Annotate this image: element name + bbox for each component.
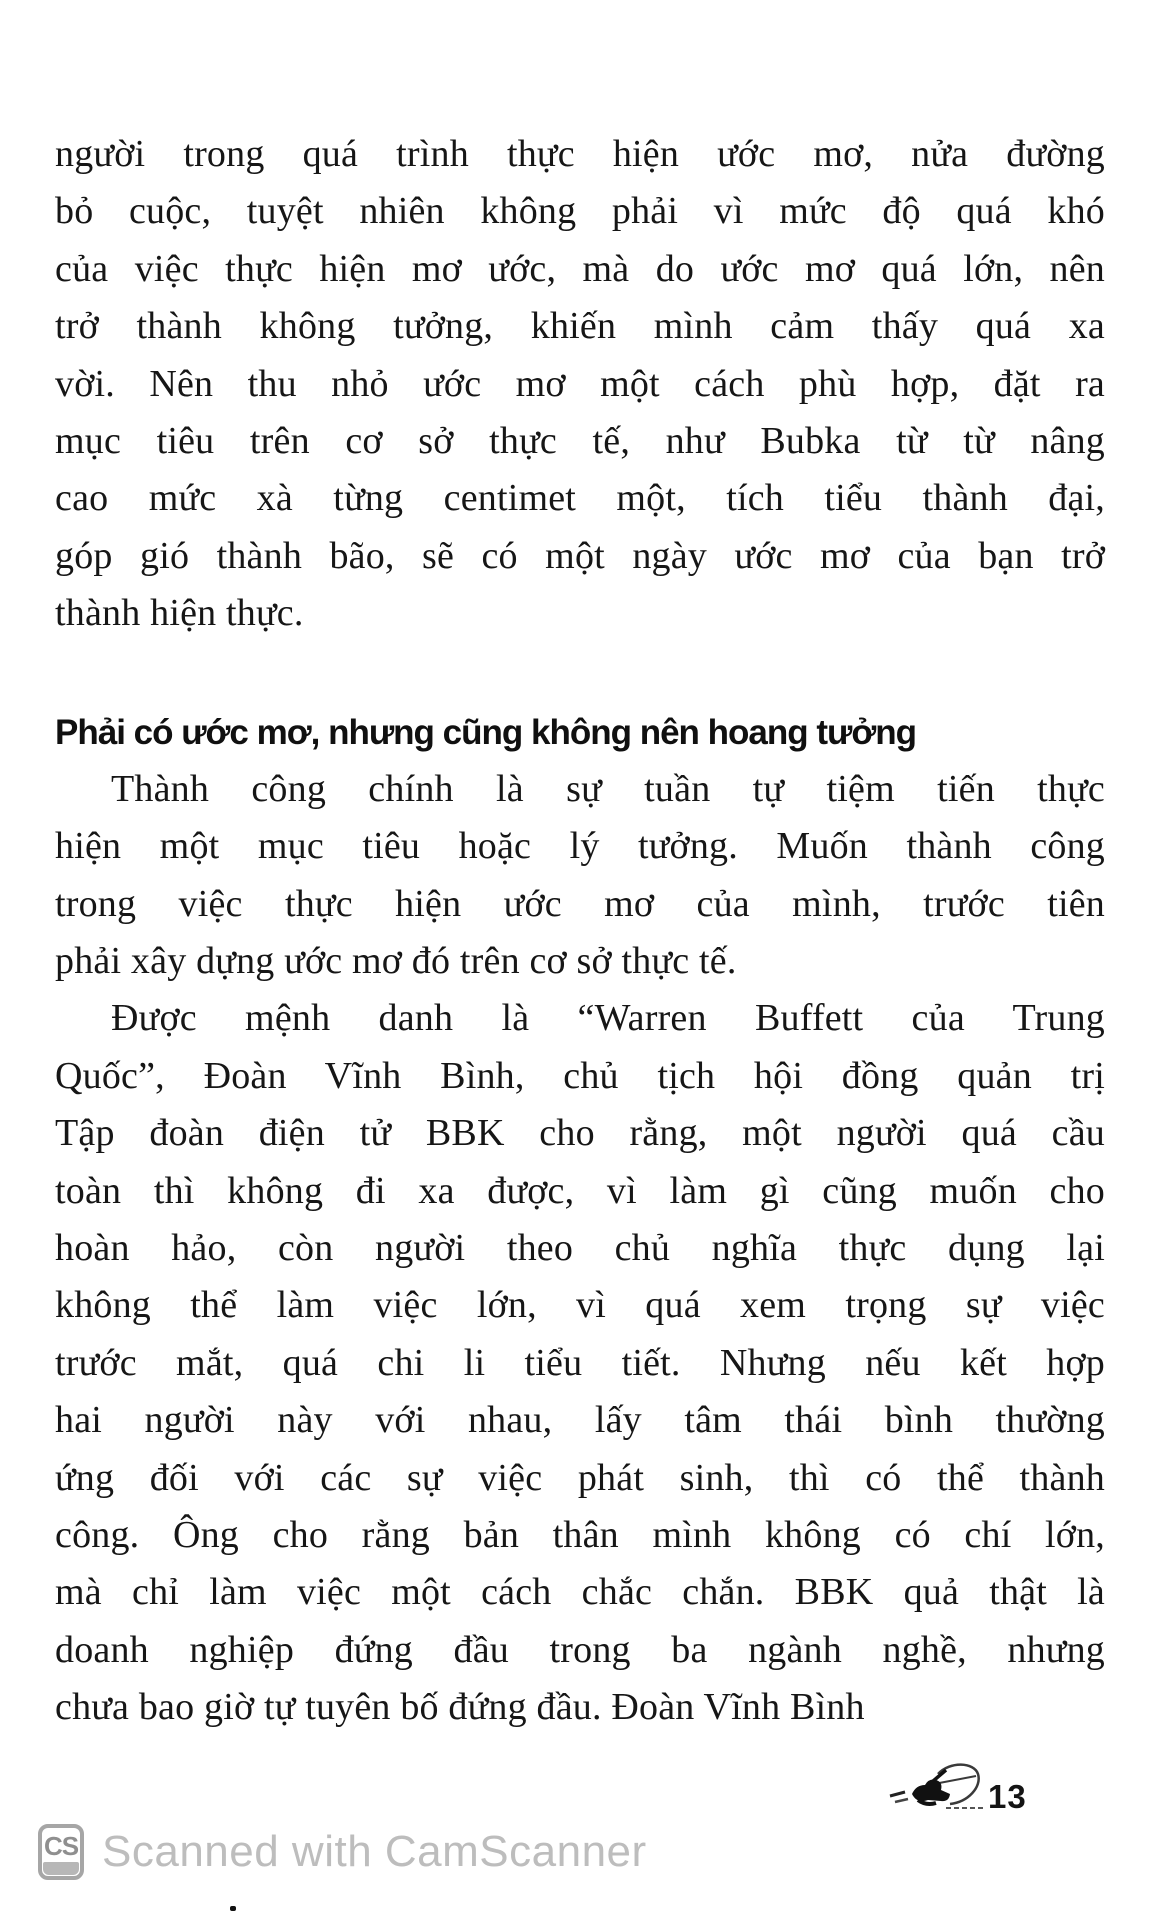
text-line: mục tiêu trên cơ sở thực tế, như Bubka từ từ nâng [55,419,1105,462]
text-line: toàn thì không đi xa được, vì làm gì cũng muốn cho [55,1169,1105,1212]
pole-vaulter-icon [888,1760,992,1816]
camscanner-logo-icon [38,1824,84,1880]
text-line: Quốc”, Đoàn Vĩnh Bình, chủ tịch hội đồng quản trị [55,1054,1105,1097]
camscanner-watermark [38,1824,647,1880]
text-line: góp gió thành bão, sẽ có một ngày ước mơ của bạn trở [55,534,1105,577]
text-line: của việc thực hiện mơ ước, mà do ước mơ quá lớn, nên [55,247,1105,290]
text-line: chưa bao giờ tự tuyên bố đứng đầu. Đoàn Vĩnh Bình [55,1686,865,1729]
paragraph-2 [55,761,1105,991]
text-line: cao mức xà từng centimet một, tích tiểu thành đại, [55,477,1105,520]
paragraph-1 [55,126,1105,643]
text-line: trong việc thực hiện ước mơ của mình, trước tiên [55,882,1105,925]
text-line: trước mắt, quá chi li tiểu tiết. Nhưng nếu kết hợp [55,1341,1105,1384]
text-line: không thể làm việc lớn, vì quá xem trọng sự việc [55,1284,1105,1327]
paragraph-3 [55,990,1105,1736]
camscanner-logo-strip [43,1862,79,1875]
text-line: Được mệnh danh là “Warren Buffett của Trung [111,997,1105,1040]
section-heading: Phải có ước mơ, nhưng cũng không nên hoang tưởng [55,712,916,752]
page-footer [888,1760,1068,1820]
paragraph-gap [55,643,1105,704]
text-line: vời. Nên thu nhỏ ước mơ một cách phù hợp, đặt ra [55,362,1105,405]
camscanner-logo-text: CS [43,1831,79,1861]
text-line: Thành công chính là sự tuần tự tiệm tiến thực [111,767,1105,810]
watermark-label: Scanned with CamScanner [102,1827,647,1876]
text-line: hoàn hảo, còn người theo chủ nghĩa thực dụng lại [55,1227,1105,1270]
text-line: bỏ cuộc, tuyệt nhiên không phải vì mức độ quá khó [55,190,1105,233]
text-line: hiện một mục tiêu hoặc lý tưởng. Muốn thành công [55,825,1105,868]
text-line: trở thành không tưởng, khiến mình cảm thấy quá xa [55,305,1105,348]
text-line: thành hiện thực. [55,592,304,635]
text-line: hai người này với nhau, lấy tâm thái bình thường [55,1399,1105,1442]
text-line: doanh nghiệp đứng đầu trong ba ngành nghề, nhưng [55,1628,1105,1671]
text-line: phải xây dựng ước mơ đó trên cơ sở thực tế. [55,940,737,983]
text-line: công. Ông cho rằng bản thân mình không có chí lớn, [55,1513,1105,1556]
text-line: mà chỉ làm việc một cách chắc chắn. BBK quả thật là [55,1571,1105,1614]
ink-speck [230,1906,236,1911]
page-number: 13 [988,1778,1027,1815]
text-line: Tập đoàn điện tử BBK cho rằng, một người quá cầu [55,1112,1105,1155]
page-text-block [55,126,1105,1737]
text-line: người trong quá trình thực hiện ước mơ, nửa đường [55,133,1105,175]
text-line: ứng đối với các sự việc phát sinh, thì có thể thành [55,1456,1105,1499]
